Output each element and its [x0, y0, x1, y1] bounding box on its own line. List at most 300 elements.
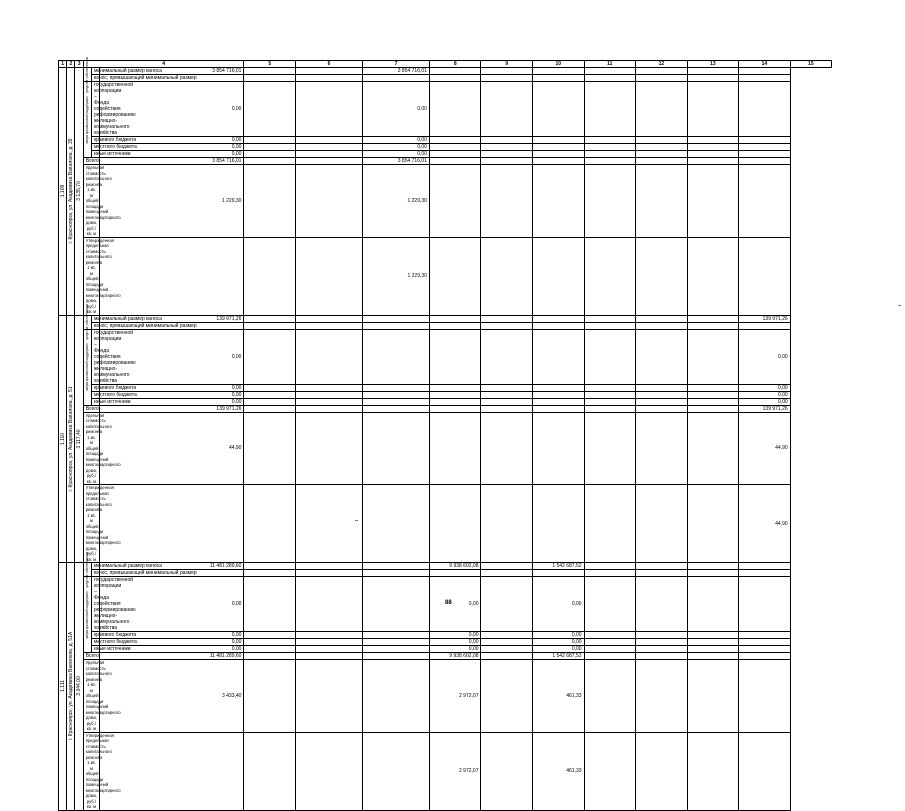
- value-cell-c12: [584, 405, 636, 412]
- value-cell-c5: 0,00: [100, 151, 244, 158]
- value-cell-c13: [636, 137, 688, 144]
- value-cell-c11: [533, 391, 585, 398]
- value-cell-c7: [295, 68, 362, 75]
- row-label-over-min: взнос, превышающий минимальный размер: [91, 570, 99, 577]
- value-cell-c12: [584, 732, 636, 810]
- value-cell-c8: [362, 384, 429, 391]
- row-label-min-fee: минимальный размер взноса: [91, 315, 99, 322]
- row-label-local: местного бюджета: [91, 639, 99, 646]
- value-cell-c12: [584, 151, 636, 158]
- value-cell-c8: [362, 398, 429, 405]
- value-cell-c14: [687, 82, 739, 137]
- header-cell: 3: [75, 61, 83, 68]
- value-cell-c6: [244, 398, 296, 405]
- row-label-limit-cost: Утвержденная предельная стоимость капитального ремонта 1 кв. м общей площади помещений многоквартирного дома, руб./кв. м: [83, 485, 99, 563]
- value-cell-c14: [687, 237, 739, 315]
- row-label-total: Всего: [83, 653, 99, 660]
- value-cell-c7: [295, 144, 362, 151]
- value-cell-c8: [362, 570, 429, 577]
- value-cell-c14: [687, 315, 739, 322]
- value-cell-c9: 9 938 602,08: [429, 563, 481, 570]
- value-cell-c5: 3 854 716,01: [100, 158, 244, 165]
- value-cell-c14: [687, 144, 739, 151]
- value-cell-c15: 139 971,26: [739, 405, 791, 412]
- own-funds-label: средства собственников: [85, 303, 90, 341]
- value-cell-c14: [687, 653, 739, 660]
- value-cell-c8: [362, 485, 429, 563]
- value-cell-c10: [481, 68, 533, 75]
- value-cell-c8: [362, 315, 429, 322]
- value-cell-c11: 1 542 687,52: [533, 563, 585, 570]
- value-cell-c13: [636, 639, 688, 646]
- row-label-regional: краевого бюджета: [91, 384, 99, 391]
- value-cell-c7: [295, 563, 362, 570]
- value-cell-c15: [739, 68, 791, 75]
- value-cell-c5: 11 481 289,60: [100, 653, 244, 660]
- value-cell-c15: 44,90: [739, 485, 791, 563]
- value-cell-c7: [295, 329, 362, 384]
- value-cell-c12: [584, 165, 636, 238]
- header-cell: 7: [362, 61, 429, 68]
- value-cell-c15: 0,00: [739, 391, 791, 398]
- value-cell-c9: [429, 158, 481, 165]
- value-cell-c14: [687, 75, 739, 82]
- value-cell-c14: [687, 391, 739, 398]
- table-row: [59, 137, 832, 144]
- value-cell-c12: [584, 639, 636, 646]
- value-cell-c9: 0,00: [429, 639, 481, 646]
- value-cell-c15: [739, 158, 791, 165]
- row-label-fund: государственной корпорации – Фонда содействия реформированию жилищно-коммунального хозяйства: [91, 82, 99, 137]
- address-cell: [67, 315, 75, 563]
- value-cell-c6: [244, 315, 296, 322]
- value-cell-c8: [362, 329, 429, 384]
- value-cell-c7: [295, 158, 362, 165]
- value-cell-c13: [636, 384, 688, 391]
- value-cell-c6: [244, 563, 296, 570]
- row-label-over-min: взнос, превышающий минимальный размер: [91, 322, 99, 329]
- table-row: [59, 660, 832, 733]
- header-cell: 5: [244, 61, 296, 68]
- header-cell: 2: [67, 61, 75, 68]
- value-cell-c10: [481, 315, 533, 322]
- block-number-cell: [59, 68, 67, 316]
- value-cell-c14: [687, 329, 739, 384]
- value-cell-c5: 0,00: [100, 398, 244, 405]
- value-cell-c15: [739, 144, 791, 151]
- value-cell-c10: [481, 577, 533, 632]
- value-cell-c11: [533, 137, 585, 144]
- value-cell-c11: 461,33: [533, 732, 585, 810]
- value-cell-c9: [429, 391, 481, 398]
- value-cell-c12: [584, 412, 636, 485]
- value-cell-c6: [244, 144, 296, 151]
- value-cell-c7: [295, 732, 362, 810]
- row-label-regional: краевого бюджета: [91, 137, 99, 144]
- value-cell-c6: [244, 646, 296, 653]
- value-cell-c10: [481, 570, 533, 577]
- table-row: [59, 315, 832, 322]
- value-cell-c12: [584, 563, 636, 570]
- value-cell-c8: 0,00: [362, 151, 429, 158]
- value-cell-c8: [362, 563, 429, 570]
- value-cell-c6: [244, 165, 296, 238]
- value-cell-c6: [244, 237, 296, 315]
- value-cell-c7: [295, 75, 362, 82]
- value-cell-c8: [362, 405, 429, 412]
- header-cell: 13: [687, 61, 739, 68]
- value-cell-c13: [636, 660, 688, 733]
- header-cell: 14: [739, 61, 791, 68]
- value-cell-c15: [739, 75, 791, 82]
- value-cell-c15: 44,90: [739, 412, 791, 485]
- value-cell-c10: [481, 165, 533, 238]
- value-cell-c7: [295, 639, 362, 646]
- block-number-cell: [59, 315, 67, 563]
- value-cell-c10: [481, 563, 533, 570]
- table-row: [59, 485, 832, 563]
- value-cell-c12: [584, 632, 636, 639]
- value-cell-c15: [739, 237, 791, 315]
- value-cell-c15: 139 971,26: [739, 315, 791, 322]
- scan-speck: [355, 520, 358, 521]
- address: г. Красноярск, ул. Академика Вавилова, д. 39: [67, 138, 74, 244]
- header-cell: 4: [83, 61, 244, 68]
- table-row: [59, 68, 832, 75]
- value-cell-c14: [687, 405, 739, 412]
- value-cell-c7: [295, 577, 362, 632]
- table-row: [59, 405, 832, 412]
- value-cell-c13: [636, 315, 688, 322]
- value-cell-c12: [584, 75, 636, 82]
- value-cell-c5: 0,00: [100, 144, 244, 151]
- value-cell-c9: [429, 137, 481, 144]
- value-cell-c11: [533, 68, 585, 75]
- value-cell-c15: [739, 82, 791, 137]
- row-label-over-min: взнос, превышающий минимальный размер: [91, 75, 99, 82]
- value-cell-c7: [295, 165, 362, 238]
- value-cell-c9: [429, 485, 481, 563]
- value-cell-c10: [481, 405, 533, 412]
- support-label: меры финансовой поддержки: [85, 343, 90, 391]
- capital-repair-table: [58, 56, 832, 811]
- value-cell-c13: [636, 577, 688, 632]
- row-label-unit-cost: Удельная стоимость капитального ремонта 1 кв. м общей площади помещений многоквартирного дома, руб./кв. м: [83, 660, 99, 733]
- own-funds-label: средства собственников: [85, 551, 90, 588]
- value-cell-c10: [481, 732, 533, 810]
- value-cell-c11: 0,00: [533, 646, 585, 653]
- header-row: [59, 61, 832, 68]
- value-cell-c8: 3 854 716,01: [362, 68, 429, 75]
- value-cell-c12: [584, 68, 636, 75]
- support-group: [83, 329, 91, 405]
- value-cell-c13: [636, 68, 688, 75]
- value-cell-c15: [739, 570, 791, 577]
- value-cell-c10: [481, 151, 533, 158]
- value-cell-c9: 0,00: [429, 577, 481, 632]
- value-cell-c8: 0,00: [362, 137, 429, 144]
- header-cell: 6: [295, 61, 362, 68]
- value-cell-c15: 0,00: [739, 384, 791, 391]
- value-cell-c14: [687, 158, 739, 165]
- value-cell-c9: [429, 151, 481, 158]
- value-cell-c9: [429, 82, 481, 137]
- value-cell-c11: [533, 315, 585, 322]
- value-cell-c12: [584, 82, 636, 137]
- value-cell-c15: 0,00: [739, 398, 791, 405]
- value-cell-c6: [244, 391, 296, 398]
- value-cell-c10: [481, 632, 533, 639]
- value-cell-c8: [362, 646, 429, 653]
- row-label-local: местного бюджета: [91, 391, 99, 398]
- value-cell-c6: [244, 570, 296, 577]
- value-cell-c9: 0,00: [429, 646, 481, 653]
- value-cell-c11: 0,00: [533, 632, 585, 639]
- table-row: [59, 384, 832, 391]
- value-cell-c11: [533, 485, 585, 563]
- value-cell-c10: [481, 660, 533, 733]
- value-cell-c6: [244, 384, 296, 391]
- value-cell-c6: [244, 653, 296, 660]
- value-cell-c14: [687, 570, 739, 577]
- row-label-min-fee: минимальный размер взноса: [91, 563, 99, 570]
- row-label-limit-cost: Утвержденная предельная стоимость капитального ремонта 1 кв. м общей площади помещений многоквартирного дома, руб./кв. м: [83, 237, 99, 315]
- support-label: меры финансовой поддержки: [85, 591, 90, 638]
- value-cell-c15: [739, 165, 791, 238]
- row-label-fund: государственной корпорации – Фонда содействия реформированию жилищно-коммунального хозяйства: [91, 329, 99, 384]
- area: 3 344,00: [76, 676, 83, 696]
- value-cell-c7: [295, 653, 362, 660]
- value-cell-c9: 0,00: [429, 632, 481, 639]
- row-label-local: местного бюджета: [91, 144, 99, 151]
- header-cell: 9: [481, 61, 533, 68]
- value-cell-c7: [295, 237, 362, 315]
- value-cell-c10: [481, 412, 533, 485]
- value-cell-c9: [429, 165, 481, 238]
- value-cell-c14: [687, 151, 739, 158]
- value-cell-c7: [295, 384, 362, 391]
- value-cell-c13: [636, 165, 688, 238]
- area: 3 117,40: [76, 429, 83, 449]
- header-cell: 12: [636, 61, 688, 68]
- table-row: [59, 653, 832, 660]
- value-cell-c13: [636, 398, 688, 405]
- table-row: [59, 151, 832, 158]
- value-cell-c13: [636, 732, 688, 810]
- value-cell-c10: [481, 646, 533, 653]
- value-cell-c11: [533, 322, 585, 329]
- value-cell-c5: 139 971,26: [100, 315, 244, 322]
- table-row: [59, 165, 832, 238]
- value-cell-c14: [687, 398, 739, 405]
- value-cell-c5: 0,00: [100, 577, 244, 632]
- value-cell-c5: 3 854 716,01: [100, 68, 244, 75]
- value-cell-c13: [636, 329, 688, 384]
- table-row: [59, 632, 832, 639]
- table-row: [59, 412, 832, 485]
- value-cell-c6: [244, 158, 296, 165]
- row-label-min-fee: минимальный размер взноса: [91, 68, 99, 75]
- value-cell-c11: [533, 75, 585, 82]
- header-cell: 15: [790, 61, 831, 68]
- value-cell-c12: [584, 144, 636, 151]
- value-cell-c9: [429, 384, 481, 391]
- value-cell-c14: [687, 632, 739, 639]
- table-row: [59, 391, 832, 398]
- block-number: 1.110: [59, 432, 66, 445]
- row-label-other: иные источники: [91, 398, 99, 405]
- value-cell-c8: [362, 75, 429, 82]
- value-cell-c9: [429, 68, 481, 75]
- value-cell-c5: 1 229,30: [100, 165, 244, 238]
- area-cell: [75, 563, 83, 811]
- value-cell-c7: [295, 391, 362, 398]
- value-cell-c14: [687, 384, 739, 391]
- value-cell-c8: 1 229,30: [362, 165, 429, 238]
- value-cell-c13: [636, 82, 688, 137]
- value-cell-c12: [584, 485, 636, 563]
- value-cell-c14: [687, 165, 739, 238]
- value-cell-c5: [100, 732, 244, 810]
- area-cell: [75, 315, 83, 563]
- value-cell-c12: [584, 384, 636, 391]
- value-cell-c15: [739, 137, 791, 144]
- value-cell-c12: [584, 577, 636, 632]
- value-cell-c5: 0,00: [100, 646, 244, 653]
- value-cell-c7: [295, 570, 362, 577]
- value-cell-c9: [429, 322, 481, 329]
- value-cell-c14: [687, 639, 739, 646]
- value-cell-c8: [362, 577, 429, 632]
- value-cell-c6: [244, 485, 296, 563]
- value-cell-c11: [533, 165, 585, 238]
- value-cell-c7: [295, 405, 362, 412]
- value-cell-c15: [739, 563, 791, 570]
- value-cell-c10: [481, 639, 533, 646]
- value-cell-c5: 0,00: [100, 82, 244, 137]
- value-cell-c7: [295, 151, 362, 158]
- own-funds-group: [83, 551, 91, 588]
- value-cell-c10: [481, 391, 533, 398]
- value-cell-c6: [244, 322, 296, 329]
- value-cell-c6: [244, 660, 296, 733]
- value-cell-c9: 9 938 602,08: [429, 653, 481, 660]
- value-cell-c5: 139 971,26: [100, 405, 244, 412]
- value-cell-c7: [295, 82, 362, 137]
- value-cell-c6: [244, 412, 296, 485]
- value-cell-c14: [687, 485, 739, 563]
- table-row: [59, 237, 832, 315]
- value-cell-c10: [481, 144, 533, 151]
- area-cell: [75, 68, 83, 316]
- value-cell-c13: [636, 144, 688, 151]
- value-cell-c13: [636, 646, 688, 653]
- value-cell-c8: 1 229,30: [362, 237, 429, 315]
- value-cell-c10: [481, 82, 533, 137]
- value-cell-c11: [533, 151, 585, 158]
- value-cell-c6: [244, 75, 296, 82]
- row-label-unit-cost: Удельная стоимость капитального ремонта 1 кв. м общей площади помещений многоквартирного дома, руб./кв. м: [83, 165, 99, 238]
- table-row: [59, 639, 832, 646]
- row-label-total: Всего: [83, 405, 99, 412]
- value-cell-c6: [244, 329, 296, 384]
- value-cell-c15: [739, 322, 791, 329]
- value-cell-c5: 0,00: [100, 632, 244, 639]
- value-cell-c8: [362, 632, 429, 639]
- table-row: [59, 82, 832, 137]
- value-cell-c12: [584, 158, 636, 165]
- value-cell-c15: [739, 660, 791, 733]
- value-cell-c6: [244, 639, 296, 646]
- value-cell-c12: [584, 570, 636, 577]
- value-cell-c12: [584, 237, 636, 315]
- value-cell-c12: [584, 322, 636, 329]
- value-cell-c11: 0,00: [533, 639, 585, 646]
- table-row: [59, 732, 832, 810]
- value-cell-c15: [739, 639, 791, 646]
- value-cell-c14: [687, 577, 739, 632]
- value-cell-c7: [295, 412, 362, 485]
- value-cell-c13: [636, 158, 688, 165]
- value-cell-c6: [244, 405, 296, 412]
- value-cell-c8: [362, 732, 429, 810]
- value-cell-c5: 0,00: [100, 391, 244, 398]
- value-cell-c13: [636, 391, 688, 398]
- value-cell-c11: [533, 82, 585, 137]
- value-cell-c12: [584, 329, 636, 384]
- value-cell-c6: [244, 732, 296, 810]
- value-cell-c5: [100, 485, 244, 563]
- value-cell-c10: [481, 329, 533, 384]
- value-cell-c13: [636, 151, 688, 158]
- value-cell-c13: [636, 632, 688, 639]
- value-cell-c9: [429, 398, 481, 405]
- value-cell-c13: [636, 653, 688, 660]
- value-cell-c13: [636, 75, 688, 82]
- value-cell-c9: [429, 329, 481, 384]
- value-cell-c10: [481, 158, 533, 165]
- table-row: [59, 646, 832, 653]
- value-cell-c8: 0,00: [362, 144, 429, 151]
- value-cell-c6: [244, 577, 296, 632]
- value-cell-c14: [687, 137, 739, 144]
- value-cell-c5: [100, 237, 244, 315]
- value-cell-c11: [533, 329, 585, 384]
- header-cell: 8: [429, 61, 481, 68]
- value-cell-c12: [584, 653, 636, 660]
- header-cell: 10: [533, 61, 585, 68]
- value-cell-c5: 0,00: [100, 639, 244, 646]
- table-row: [59, 75, 832, 82]
- value-cell-c14: [687, 732, 739, 810]
- value-cell-c5: 0,00: [100, 384, 244, 391]
- header-cell: 1: [59, 61, 67, 68]
- value-cell-c9: 2 972,07: [429, 732, 481, 810]
- row-label-other: иные источники: [91, 646, 99, 653]
- table-row: [59, 570, 832, 577]
- value-cell-c12: [584, 660, 636, 733]
- value-cell-c14: [687, 68, 739, 75]
- value-cell-c11: [533, 144, 585, 151]
- value-cell-c5: 3 433,40: [100, 660, 244, 733]
- value-cell-c11: 0,00: [533, 577, 585, 632]
- value-cell-c7: [295, 660, 362, 733]
- value-cell-c15: [739, 151, 791, 158]
- value-cell-c12: [584, 391, 636, 398]
- address-cell: [67, 563, 75, 811]
- value-cell-c12: [584, 398, 636, 405]
- value-cell-c11: [533, 412, 585, 485]
